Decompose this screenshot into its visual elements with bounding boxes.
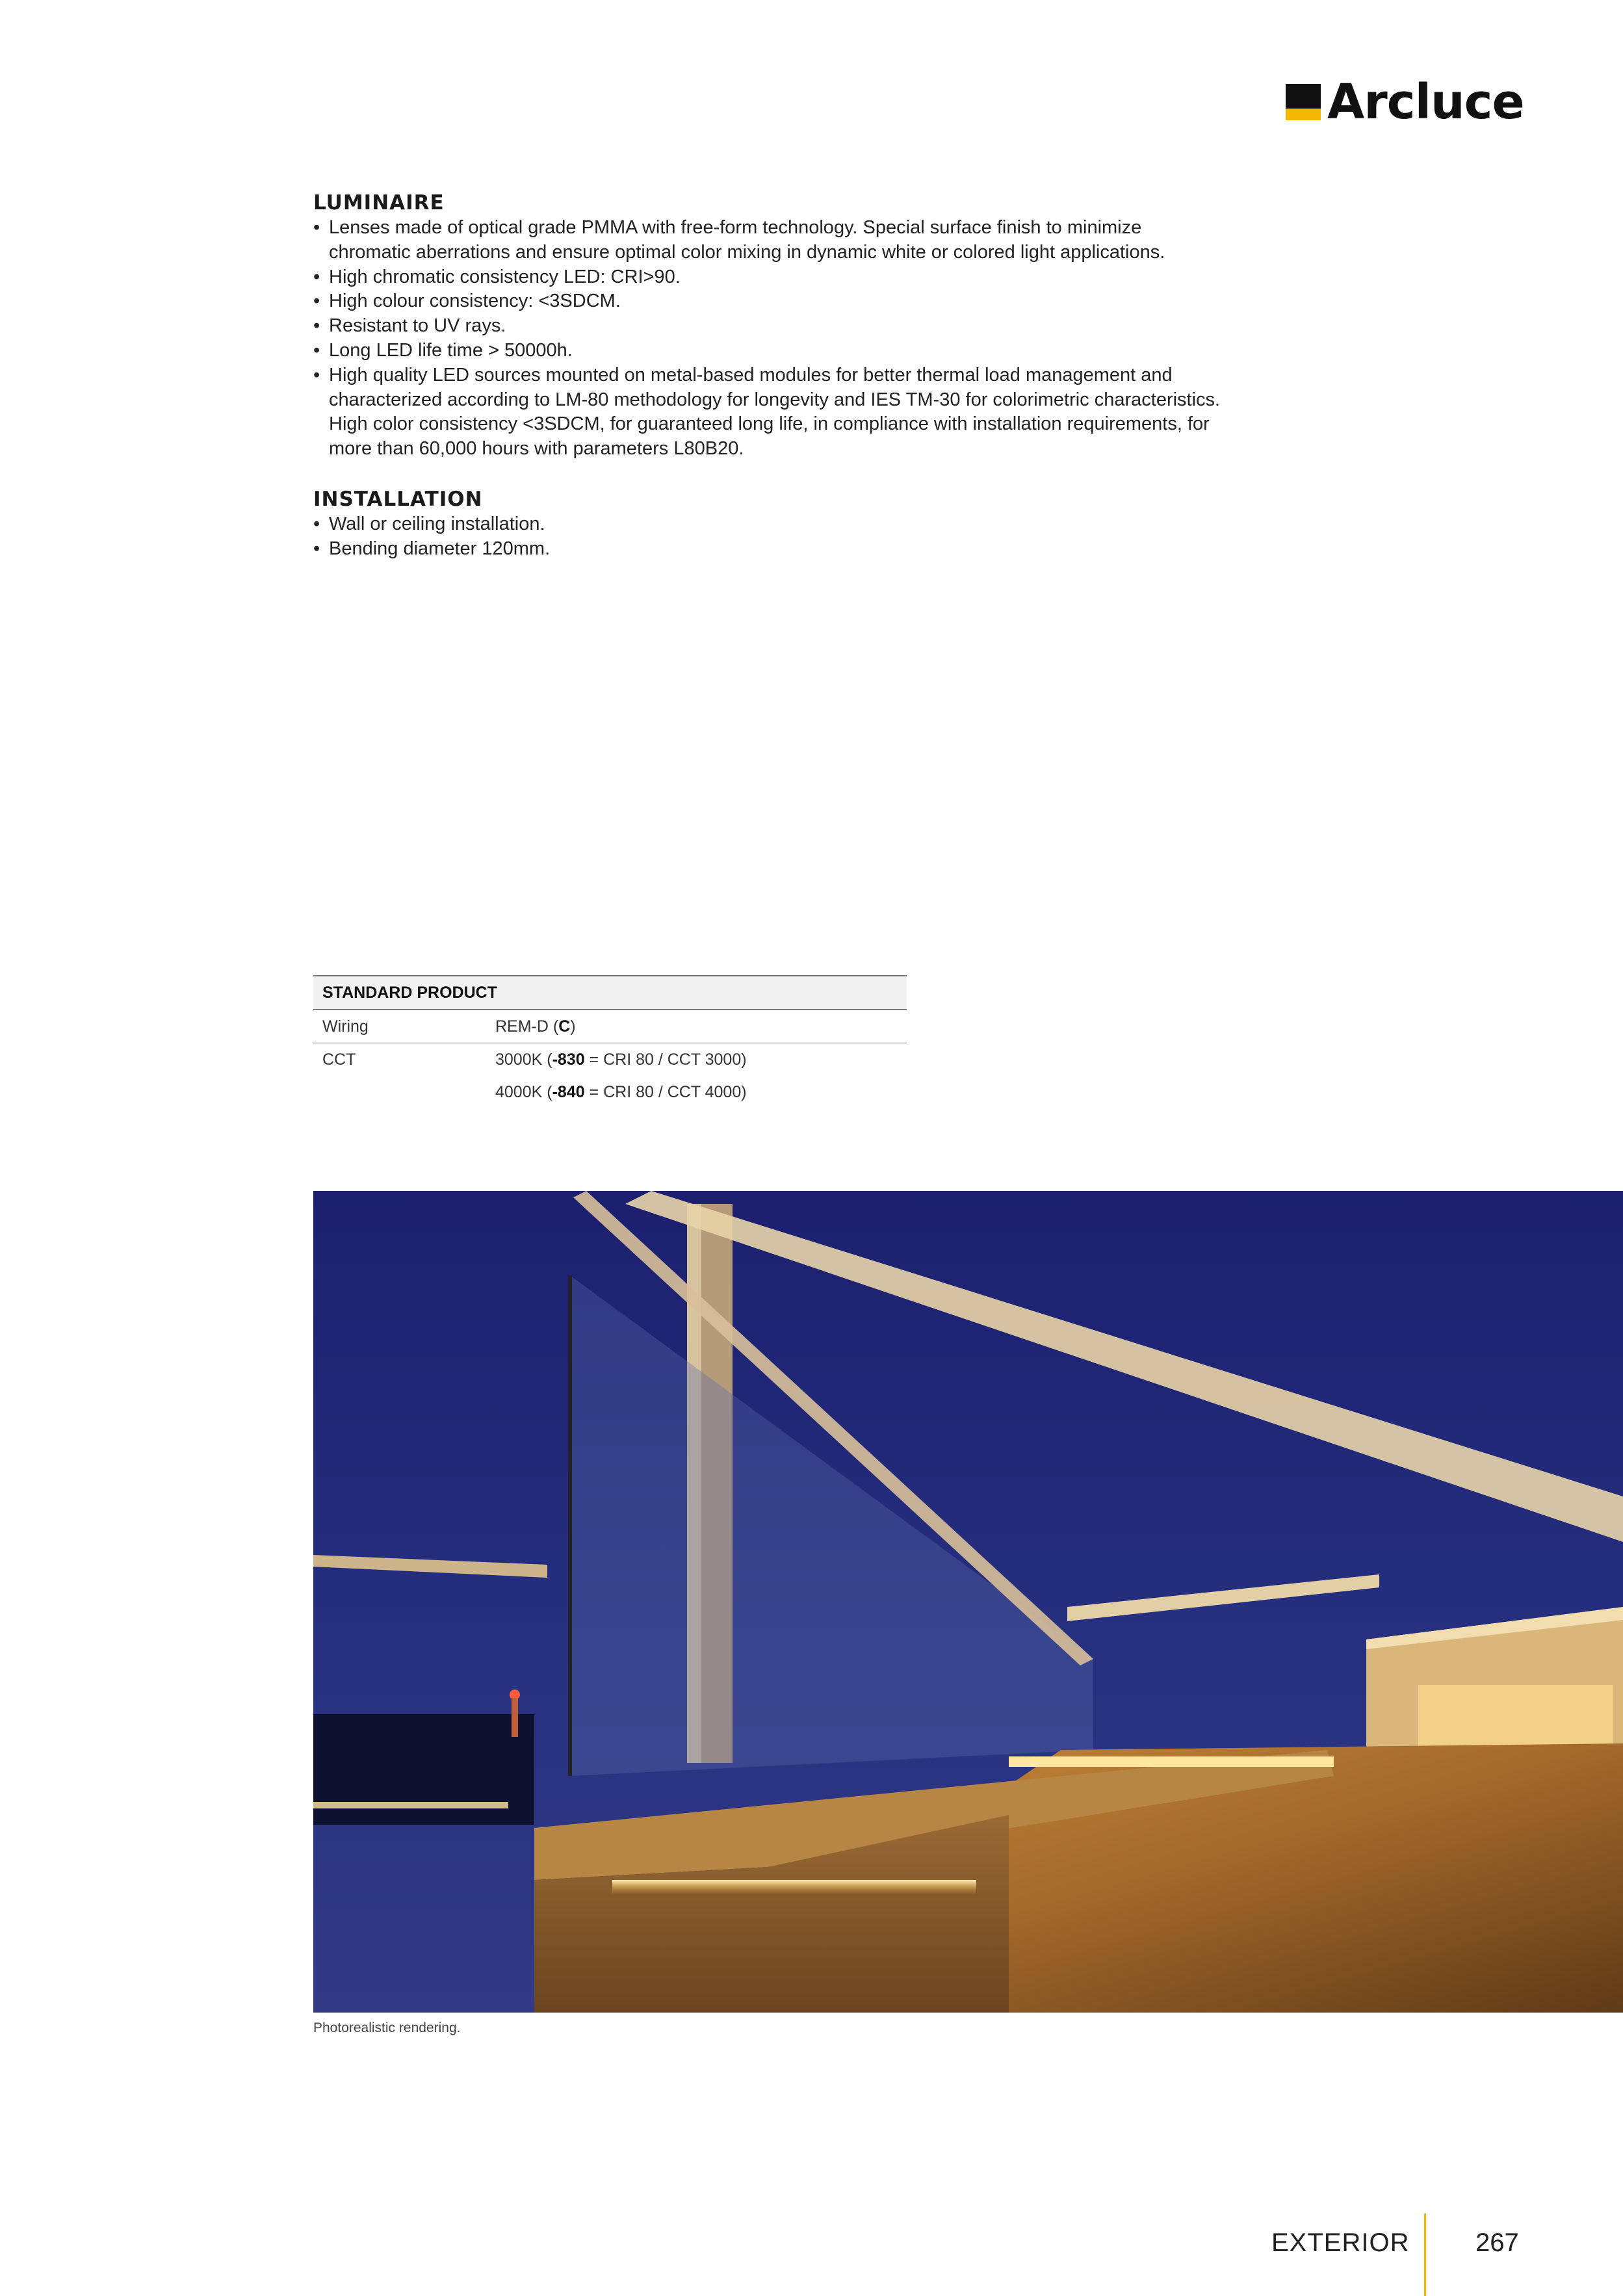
installation-list [313,512,1327,562]
list-item: • Lenses made of optical grade PMMA with free-form technology. Special surface finish to minimize chromatic aberrations and ensure optimal color mixing in dynamic white or colored light applications. [313,217,1165,263]
table-row [313,1076,907,1108]
table-header: STANDARD PRODUCT [313,975,907,1010]
list-item: • Resistant to UV rays. [313,315,506,337]
terrace-rendering-photo [313,1191,1623,2013]
page-number: 267 [1475,2228,1519,2257]
list-item: • Bending diameter 120mm. [313,538,551,559]
wiring-label: Wiring [322,1017,369,1036]
cct-label: CCT [322,1050,356,1069]
cct-value-4000k: 4000K (-840 = CRI 80 / CCT 4000) [495,1083,747,1101]
list-item: • High quality LED sources mounted on metal-based modules for better thermal load management and characterized according to LM-80 methodology for longevity and IES TM-30 for colorimetric characteristics. High color consistency <3SDCM, for guaranteed long life, in compliance with installation requirements, for more than 60,000 hours with parameters L80B20. [313,364,1221,460]
specifications [313,190,1327,562]
photo-caption: Photorealistic rendering. [313,2020,461,2035]
list-item: • Long LED life time > 50000h. [313,339,573,361]
section-label: EXTERIOR [1271,2228,1410,2257]
table-row [313,1010,907,1043]
wiring-value: REM-D (C) [495,1017,576,1036]
footer-divider [1424,2213,1426,2296]
table-row [313,1043,907,1076]
luminaire-list [313,216,1327,462]
cct-value-3000k: 3000K (-830 = CRI 80 / CCT 3000) [495,1050,747,1069]
list-item: • Wall or ceiling installation. [313,513,545,534]
brand-name: Arcluce [1327,74,1524,130]
list-item: • High colour consistency: <3SDCM. [313,291,621,312]
standard-product-table [313,975,907,1108]
installation-heading: INSTALLATION [313,487,483,511]
brand-logo [1286,73,1524,131]
logo-mark-icon [1286,84,1321,120]
luminaire-heading: LUMINAIRE [313,191,445,215]
list-item: • High chromatic consistency LED: CRI>90. [313,266,681,287]
